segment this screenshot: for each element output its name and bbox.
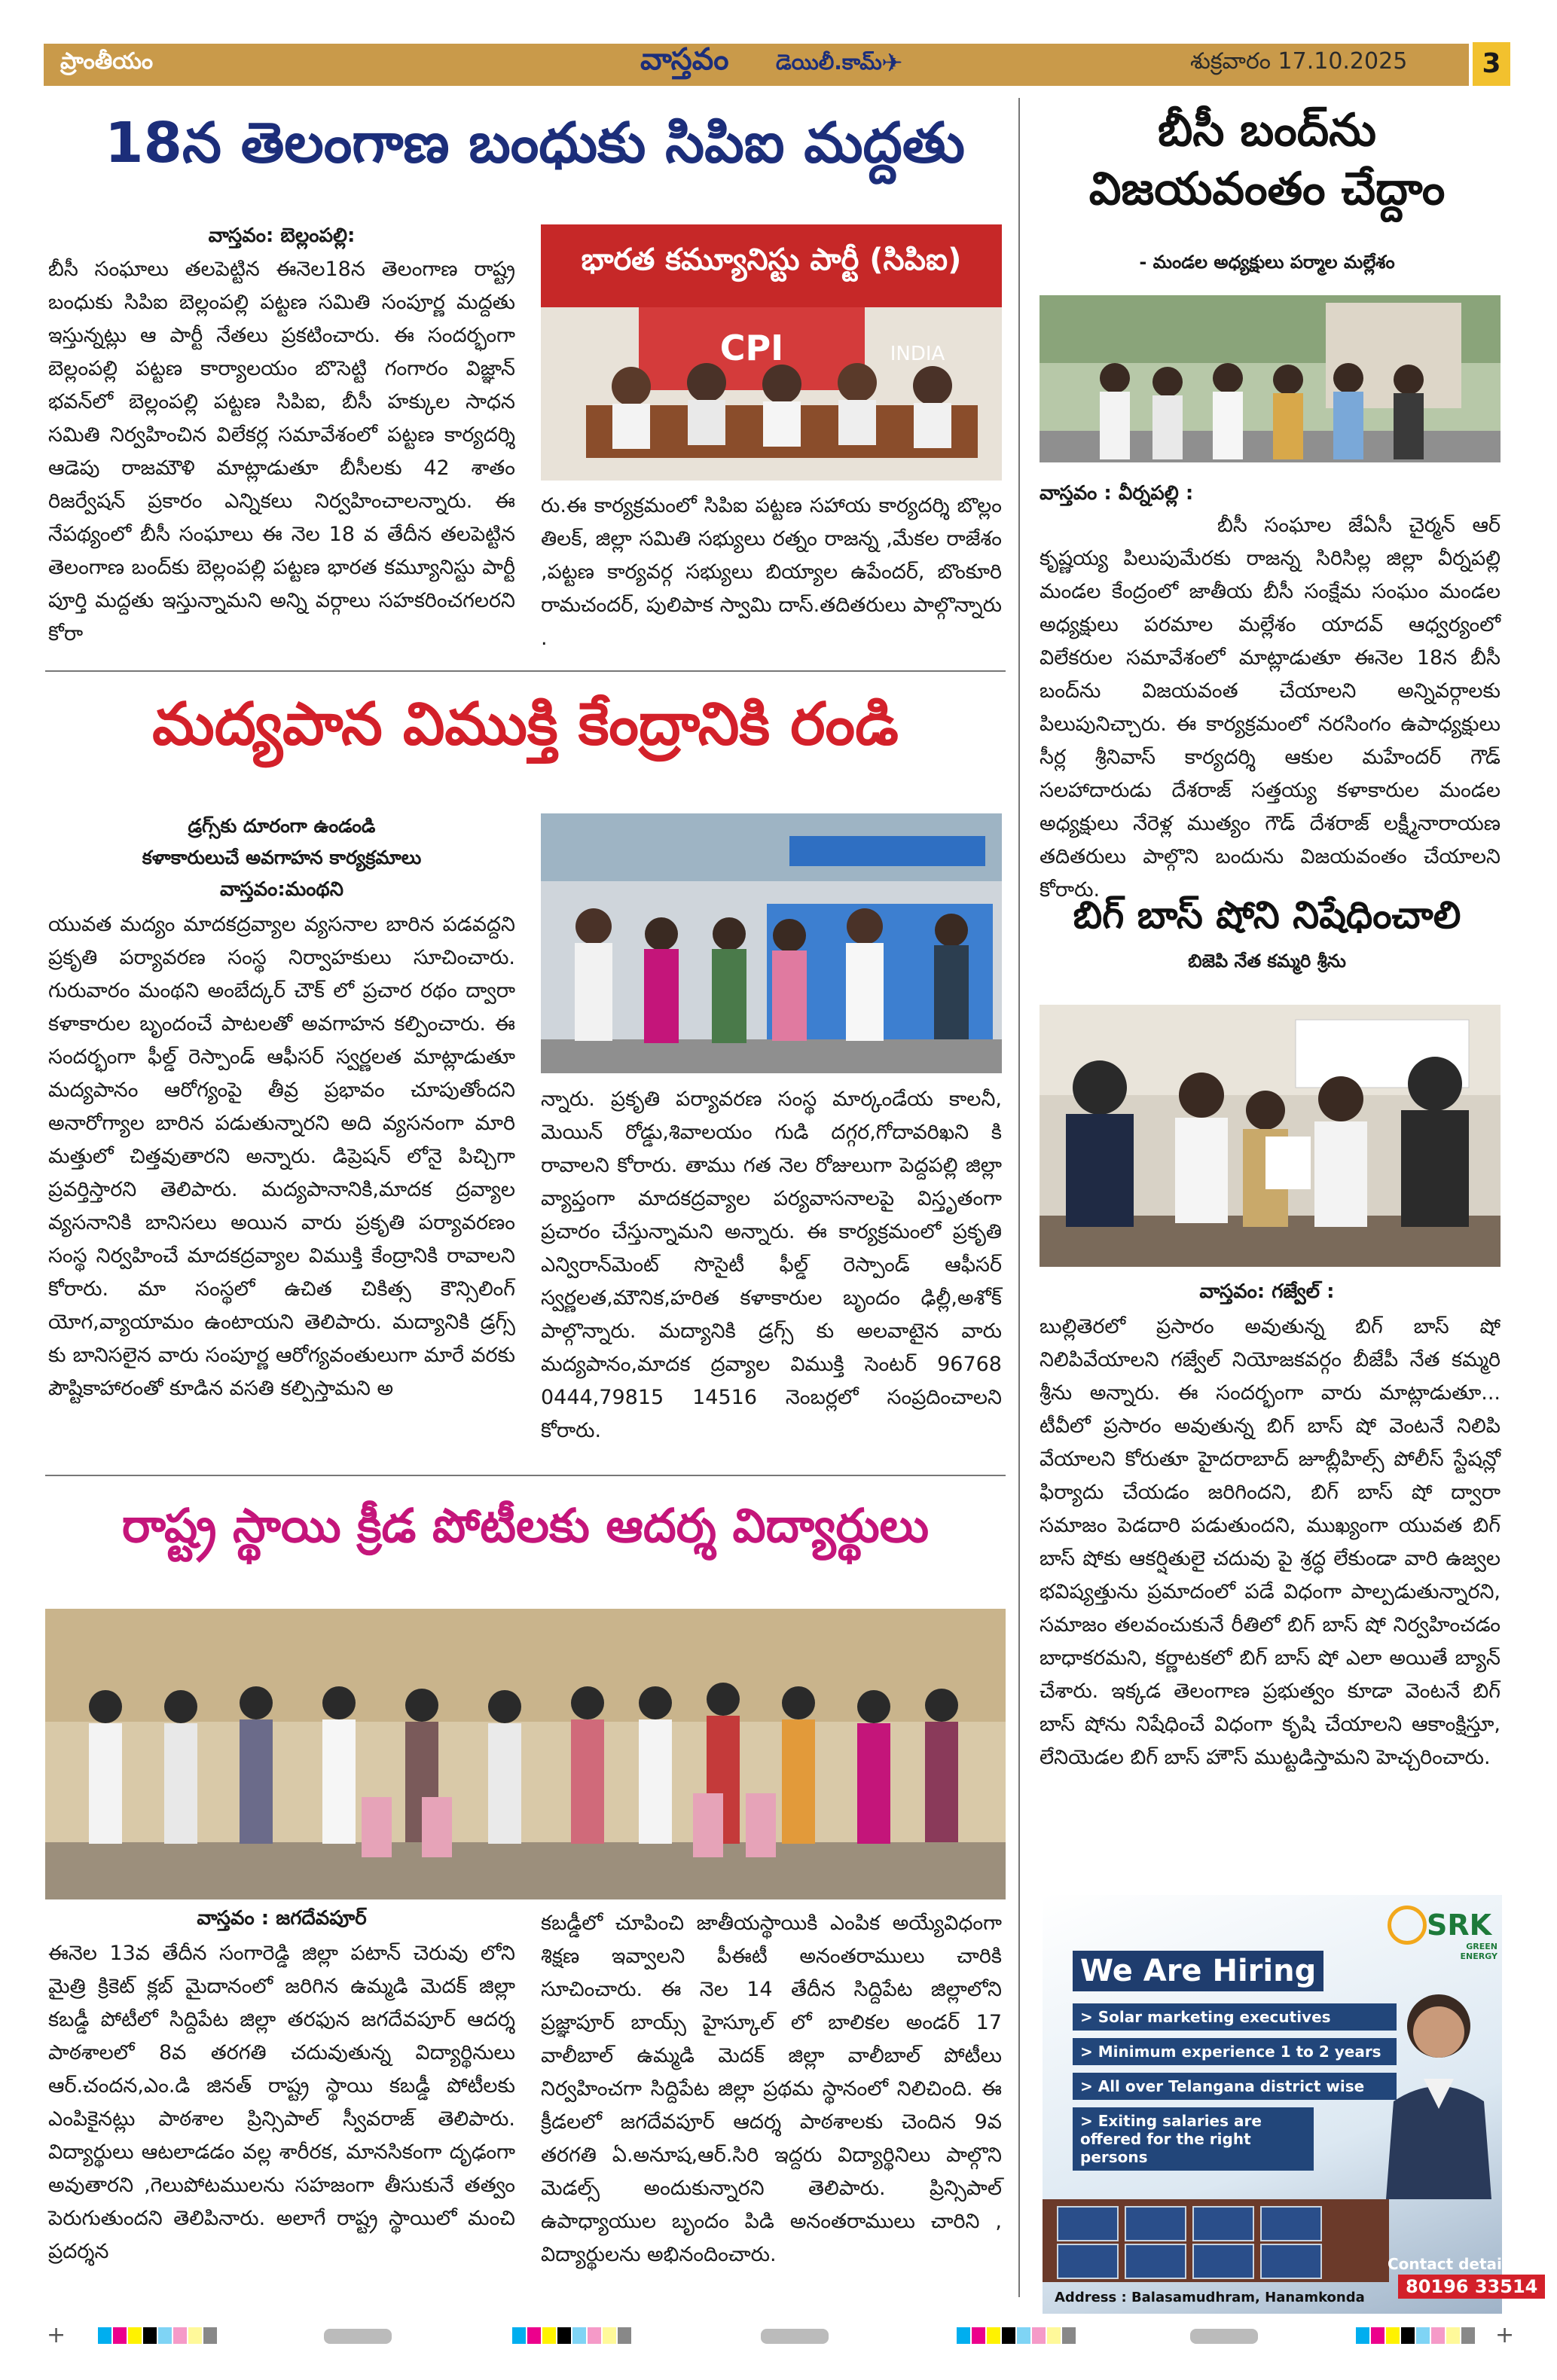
- story2-dateline: వాస్తవం:మంథని: [219, 878, 344, 901]
- column-divider: [1018, 98, 1020, 2297]
- ad-item: > Exiting salaries are offered for the right persons: [1073, 2107, 1314, 2171]
- story1-body-col2: రు.ఈ కార్యక్రమంలో సిపిఐ పట్టణ సహాయ కార్యదర్శి బొల్లం తిలక్, జిల్లా సమితి సభ్యులు రత్నం రాజన్న ,మేకల రాజేశం ,పట్టణ కార్యవర్గ సభ్యులు బియ్యాల ఉపేందర్, బొంకూరి రామచందర్, పులిపాక స్వామి దాస్.తదితరులు పాల్గొన్నారు .: [541, 494, 1002, 650]
- srk-brand: SRK: [1427, 1909, 1492, 1942]
- newspaper-logo: వాస్తవం: [640, 42, 729, 77]
- story2-body-col1: యువత మద్యం మాదకద్రవ్యాల వ్యసనాల బారిన పడవద్దని ప్రకృతి పర్యావరణ సంస్థ నిర్వాహకులు సూచించారు. గురువారం మంథని అంబేద్కర్ చౌక్ లో ప్రచార రథం ద్వారా కళాకారుల బృందంచే పాటలతో అవగాహన కల్పించారు. ఈ సందర్భంగా ఫీల్డ్ రెస్పాండ్ ఆఫీసర్ స్వర్ణలత మాట్లాడుతూ మద్యపానం ఆరోగ్యంపై తీవ్ర ప్రభావం చూపుతోందని అనారోగ్యాల బారిన పడుతున్నారని అది వ్యసనంగా మారి మత్తులో చిత్తవుతారని అన్నారు. డిప్రెషన్ లోనై పిచ్చిగా ప్రవర్తిస్తారని తెలిపారు. మద్యపానానికి,మాదక ద్రవ్యాల వ్యసనానికి బానిసలు అయిన వారు ప్రకృతి పర్యావరణం సంస్థ నిర్వహించే మాదకద్రవ్యాల విముక్తి కేంద్రానికి రావాలని కోరారు. మా సంస్థలో ఉచిత చికిత్స కౌన్సిలింగ్ యోగ,వ్యాయామం ఉంటాయని తెలిపారు. మద్యానికి డ్రగ్స్ కు బానిసలైన వారు సంపూర్ణ ఆరోగ్యవంతులుగా మారే వరకు పౌష్టికాహారంతో కూడిన వసతి కల్పిస్తామని అ: [48, 913, 515, 1400]
- story4-headline-line1: బీసీ బంద్‌ను: [1158, 104, 1376, 157]
- photo-banner-cpi: CPI: [719, 328, 784, 368]
- issue-date: శుక్రవారం 17.10.2025: [1190, 48, 1408, 75]
- story4-photo: [1040, 295, 1501, 462]
- bird-icon: ✈: [881, 48, 903, 78]
- story4-headline-line2: విజయవంతం చేద్దాం: [1088, 163, 1446, 215]
- story1-headline: 18న తెలంగాణ బంధుకు సిపిఐ మద్దతు: [105, 111, 965, 175]
- story4-body: బీసీ సంఘాల జేఏసీ చైర్మన్ ఆర్ కృష్ణయ్య పిలుపుమేరకు రాజన్న సిరిసిల్ల జిల్లా వీర్నపల్లి మండల కేంద్రంలో జాతీయ బీసీ సంక్షేమ సంఘం మండల అధ్యక్షులు పరమాల మల్లేశం యాదవ్ ఆధ్వర్యంలో విలేకరుల సమావేశంలో మాట్లాడుతూ ఈనెల 18న బీసీ బంద్‌ను విజయవంత చేయాలని అన్నివర్గాలకు పిలుపునిచ్చారు. ఈ కార్యక్రమంలో నరసింగం ఉపాధ్యక్షులు సీర్ల శ్రీనివాస్ కార్యదర్శి ఆకుల మహేందర్ గౌడ్ సలహాదారుడు దేశరాజ్ సత్తయ్య కళాకారుల మండల అధ్యక్షులు నేరెళ్ల ముత్యం గౌడ్ దేశరాజ్ లక్ష్మీనారాయణ తదితరులు పాల్గొని బందును విజయవంతం చేయాలని కోరారు.: [1040, 514, 1501, 902]
- story4-byline: - మండల అధ్యక్షులు పర్మాల మల్లేశం: [1139, 252, 1395, 273]
- story2-subheading-2: కళాకారులుచే అవగాహన కార్యక్రమాలు: [142, 847, 422, 868]
- srk-brand-sub: GREEN ENERGY: [1460, 1942, 1497, 1961]
- page-number: 3: [1473, 42, 1510, 86]
- story3-dateline: వాస్తవం : జగదేవపూర్: [197, 1907, 367, 1930]
- divider: [45, 670, 1006, 672]
- divider: [45, 1475, 1006, 1476]
- story5-body: బుల్లితెరలో ప్రసారం అవుతున్న బిగ్ బాస్ షో నిలిపివేయాలని గజ్వేల్ నియోజకవర్గం బీజేపీ నేత కమ్మరి శ్రీను అన్నారు. ఈ సందర్భంగా వారు మాట్లాడుతూ... టీవీలో ప్రసారం అవుతున్న బిగ్ బాస్ షో వెంటనే నిలిపి వేయాలని కోరుతూ హైదరాబాద్ జూబ్లీహిల్స్ పోలీస్ స్టేషన్లో ఫిర్యాదు చేయడం జరిగిందని, బిగ్ బాస్ షో ద్వారా సమాజం పెడదారి పడుతుందని, ముఖ్యంగా యువత బిగ్ బాస్ షోకు ఆకర్షితులై చదువు పై శ్రద్ధ లేకుండా వారి ఉజ్వల భవిష్యత్తును ప్రమాదంలో పడే విధంగా పాల్పడుతున్నారని, సమాజం తలవంచుకునే రీతిలో బిగ్ బాస్ షో నిర్వహించడం బాధాకరమని, కర్ణాటకలో బిగ్ బాస్ షో ఎలా అయితే బ్యాన్ చేశారు. ఇక్కడ తెలంగాణ ప్రభుత్వం కూడా వెంటనే బిగ్ బాస్ షోను నిషేధించే విధంగా కృషి చేయాలని ఆకాంక్షిస్తూ, లేనియెడల బిగ్ బాస్ హౌస్ ముట్టడిస్తామని హెచ్చరించారు.: [1040, 1315, 1501, 1769]
- ad-contact-label: Contact details:: [1388, 2255, 1522, 2273]
- story5-dateline: వాస్తవం: గజ్వేల్ :: [1199, 1280, 1335, 1303]
- story3-body-col1: ఈనెల 13వ తేదీన సంగారెడ్డి జిల్లా పటాన్ చెరువు లోని మైత్రి క్రికెట్ క్లబ్ మైదానంలో జరిగిన ఉమ్మడి మెదక్ జిల్లా కబడ్డీ పోటీలో సిద్దిపేట జిల్లా తరఫున జగదేవపూర్ ఆదర్శ పాఠశాలలో 8వ తరగతి చదువుతున్న విద్యార్థినులు ఆర్.చందన,ఎం.డి జినత్ రాష్ట్ర స్థాయి కబడ్డీ పోటీలకు ఎంపికైనట్లు పాఠశాల ప్రిన్సిపాల్ స్వీవరాజ్ తెలిపారు. విద్యార్థులు ఆటలాడడం వల్ల శారీరక, మానసికంగా దృఢంగా అవుతారని ,గెలుపోటములను సహజంగా తీసుకునే తత్వం పెరుగుతుందని తెలిపినారు. అలాగే రాష్ట్ర స్థాయిలో మంచి ప్రదర్శన: [48, 1942, 515, 2263]
- ad-items: [1073, 2003, 1397, 2171]
- story1-photo: [541, 224, 1002, 481]
- story4-dateline: వాస్తవం : వీర్నపల్లి :: [1040, 482, 1194, 505]
- story2-photo: [541, 813, 1002, 1073]
- story3-body-col2: కబడ్డీలో చూపించి జాతీయస్థాయికి ఎంపిక అయ్యేవిధంగా శిక్షణ ఇవ్వాలని పీఈటీ అనంతరాములు చారికి సూచించారు. ఈ నెల 14 తేదీన సిద్దిపేట జిల్లాలోని ప్రజ్ఞాపూర్ బాయ్స్ హైస్కూల్ లో బాలికల అండర్ 17 వాలీబాల్ ఉమ్మడి మెదక్ జిల్లా వాలీబాల్ పోటీలు నిర్వహించగా సిద్దిపేట జిల్లా ప్రథమ స్థానంలో నిలిచింది. ఈ క్రీడలలో జగదేవపూర్ ఆదర్శ పాఠశాలకు చెందిన 9వ తరగతి ఏ.అనూష,ఆర్.సిరి ఇద్దరు విద్యార్థినిలు పాల్గొని మెడల్స్ అందుకున్నారని తెలిపారు. ప్రిన్సిపాల్ ఉపాధ్యాయుల బృందం పిడి అనంతరాములు చారిని , విద్యార్థులను అభినందించారు.: [541, 1912, 1002, 2266]
- story5-photo: [1040, 1005, 1501, 1267]
- sun-icon: [1388, 1906, 1427, 1945]
- ad-item: > All over Telangana district wise: [1073, 2073, 1397, 2100]
- story3-headline: రాష్ట్ర స్థాయి క్రీడ పోటీలకు ఆదర్శ విద్యార్థులు: [121, 1498, 930, 1553]
- story2-subheading-1: డ్రగ్స్‌కు దూరంగా ఉండండి: [188, 815, 376, 837]
- ad-address: Address : Balasamudhram, Hanamkonda: [1055, 2290, 1365, 2305]
- ad-title: We Are Hiring: [1073, 1951, 1323, 1991]
- ad-item: > Minimum experience 1 to 2 years: [1073, 2038, 1397, 2065]
- story5-byline: బిజెపి నేత కమ్మరి శ్రీను: [1188, 950, 1346, 972]
- photo-banner-text: భారత కమ్యూనిస్టు పార్టీ (సిపిఐ): [581, 243, 962, 277]
- ad-item: > Solar marketing executives: [1073, 2003, 1397, 2031]
- ad-contact-number: 80196 33514: [1398, 2275, 1545, 2299]
- story5-headline: బిగ్ బాస్ షోని నిషేధించాలి: [1073, 893, 1461, 937]
- story1-body-col1: బీసీ సంఘాలు తలపెట్టిన ఈనెల18న తెలంగాణ రాష్ట్ర బంధుకు సిపిఐ బెల్లంపల్లి పట్టణ సమితి సంపూర్ణ మద్దతు ఇస్తున్నట్లు ఆ పార్టీ నేతలు ప్రకటించారు. ఈ సందర్భంగా బెల్లంపల్లి పట్టణ కార్యాలయం బొసెట్టి గంగారం విజ్ఞాన్ భవన్‌లో బెల్లంపల్లి పట్టణ సిపిఐ, బీసీ హక్కుల సాధన సమితి నిర్వహించిన విలేకర్ల సమావేశంలో పట్టణ కార్యదర్శి ఆడెపు రాజమౌళి మాట్లాడుతూ బీసీలకు 42 శాతం రిజర్వేషన్ ప్రకారం ఎన్నికలు నిర్వహించాలన్నారు. ఈ నేపథ్యంలో బీసీ సంఘాలు ఈ నెల 18 వ తేదీన తలపెట్టిన తెలంగాణ బంద్‌కు బెల్లంపల్లి పట్టణ భారత కమ్యూనిస్టు పార్టీ పూర్తి మద్దతు ఇస్తున్నామని అన్ని వర్గాలు సహకరించగలరని కోరా: [48, 258, 515, 645]
- photo-banner-india: INDIA: [890, 343, 945, 365]
- print-color-bars: [0, 2320, 1557, 2350]
- story2-body-col2: న్నారు. ప్రకృతి పర్యావరణ సంస్థ మార్కండేయ కాలనీ, మెయిన్ రోడ్డు,శివాలయం గుడి దగ్గర,గోదావరిఖని కి రావాలని కోరారు. తాము గత నెల రోజులుగా పెద్దపల్లి జిల్లా వ్యాప్తంగా మాదకద్రవ్యాల పర్యవాసనాలపై విస్తృతంగా ప్రచారం చేస్తున్నామని అన్నారు. ఈ కార్యక్రమంలో ప్రకృతి ఎన్విరాన్‌మెంట్ సొసైటీ ఫీల్డ్ రెస్పాండ్ ఆఫీసర్ స్వర్ణలత,మౌనిక,హరిత కళాకారుల బృందం ఢిల్లీ,అశోక్ పాల్గొన్నారు. మద్యానికి డ్రగ్స్ కు అలవాటైన వారు మద్యపానం,మాదక ద్రవ్యాల విముక్తి సెంటర్ 96768 0444,79815 14516 నెంబర్లలో సంప్రదించాలని కోరారు.: [541, 1088, 1002, 1442]
- srk-logo: [1385, 1904, 1497, 1961]
- newspaper-website: డెయిలీ.కామ్: [776, 50, 882, 75]
- section-label: ప్రాంతీయం: [60, 48, 154, 75]
- svg-text:+: +: [47, 2322, 66, 2348]
- ad-solar-panels: [1043, 2199, 1389, 2282]
- story3-photo: [45, 1609, 1006, 1899]
- story2-headline: మద్యపాన విముక్తి కేంద్రానికి రండి: [152, 691, 899, 758]
- story1-dateline: వాస్తవం: బెల్లంపల్లి:: [208, 224, 356, 247]
- ad-person-photo: [1363, 1973, 1499, 2199]
- svg-text:+: +: [1495, 2322, 1515, 2348]
